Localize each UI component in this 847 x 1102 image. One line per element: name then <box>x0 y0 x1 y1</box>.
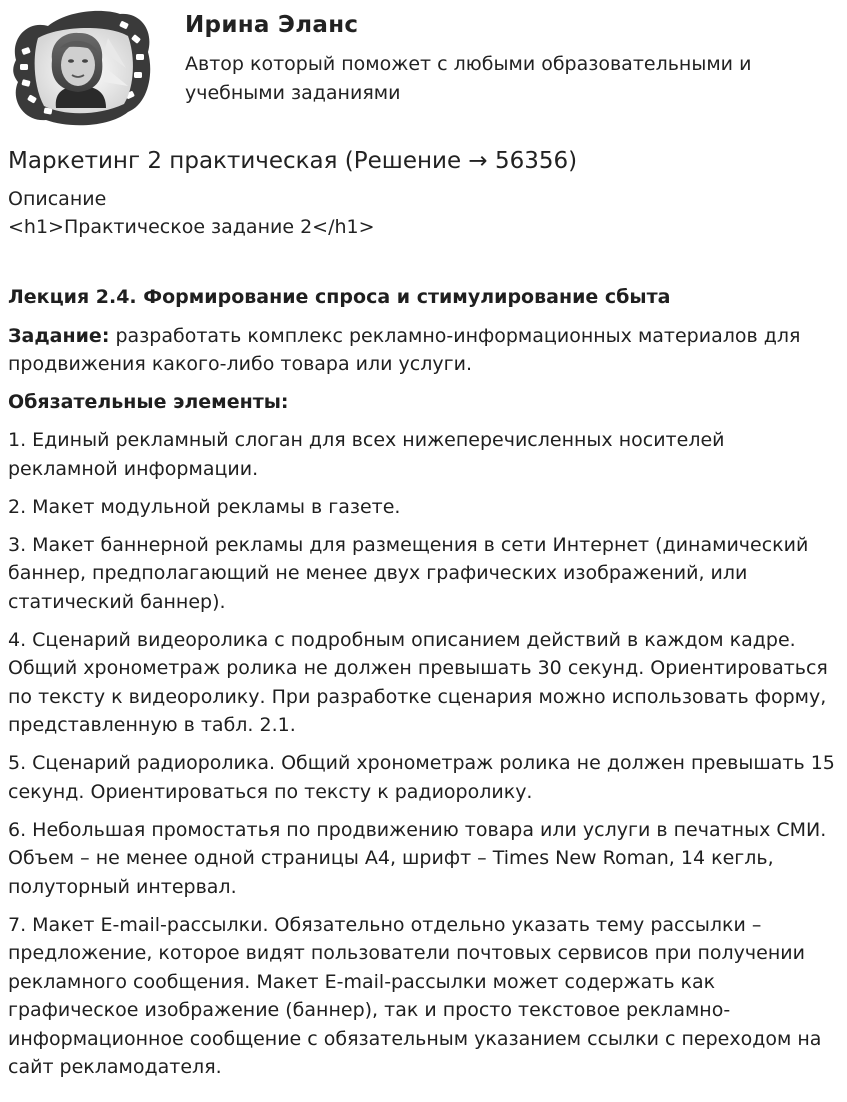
task-label: Задание: <box>8 324 110 347</box>
list-item: 7. Макет E-mail-рассылки. Обязательно отдельно указать тему рассылки – предложение, которое видят пользователи почтовых сервисов при получении рекламного сообщения. Макет E-mail-рассылки может содержать как графическое изображение (баннер), так и просто текстовое рекламно-информационное сообщение с обязательным указанием ссылки с переходом на сайт рекламодателя. <box>8 913 822 1078</box>
list-item: 2. Макет модульной рекламы в газете. <box>8 495 401 518</box>
author-description: Автор который поможет с любыми образовательными и учебными заданиями <box>185 53 752 104</box>
list-item: 4. Сценарий видеоролика с подробным описанием действий в каждом кадре. Общий хронометраж ролика не должен превышать 30 секунд. Ориентироваться по тексту к видеоролику. При разработке сценария можно использовать форму, представленную в табл. 2.1. <box>8 628 828 736</box>
task-paragraph <box>8 322 840 379</box>
task-text: разработать комплекс рекламно-информационных материалов для продвижения какого-либо товара или услуги. <box>8 324 801 375</box>
list-item: 6. Небольшая промостатья по продвижению товара или услуги в печатных СМИ. Объем – не менее одной страницы А4, шрифт – Times New Roman, 14 кегль, полуторный интервал. <box>8 818 827 898</box>
required-elements-label <box>8 388 840 417</box>
required-label: Обязательные элементы: <box>8 391 289 413</box>
description-label: Описание <box>8 188 107 210</box>
author-avatar <box>8 8 154 128</box>
author-name[interactable]: Ирина Эланс <box>185 12 359 38</box>
lecture-title: Лекция 2.4. Формирование спроса и стимулирование сбыта <box>8 286 671 308</box>
list-item: 5. Сценарий радиоролика. Общий хронометраж ролика не должен превышать 15 секунд. Ориентироваться по тексту к радиоролику. <box>8 752 835 803</box>
raw-heading-text: <h1>Практическое задание 2</h1> <box>8 216 375 238</box>
list-item: 1. Единый рекламный слоган для всех нижеперечисленных носителей рекламной информации. <box>8 429 725 480</box>
task-content <box>8 283 840 1091</box>
page-title: Маркетинг 2 практическая (Решение → 56356) <box>8 148 578 174</box>
list-item: 3. Макет баннерной рекламы для размещения в сети Интернет (динамический баннер, предполагающий не менее двух графических изображений, или статический баннер). <box>8 533 809 613</box>
author-header <box>8 8 838 128</box>
